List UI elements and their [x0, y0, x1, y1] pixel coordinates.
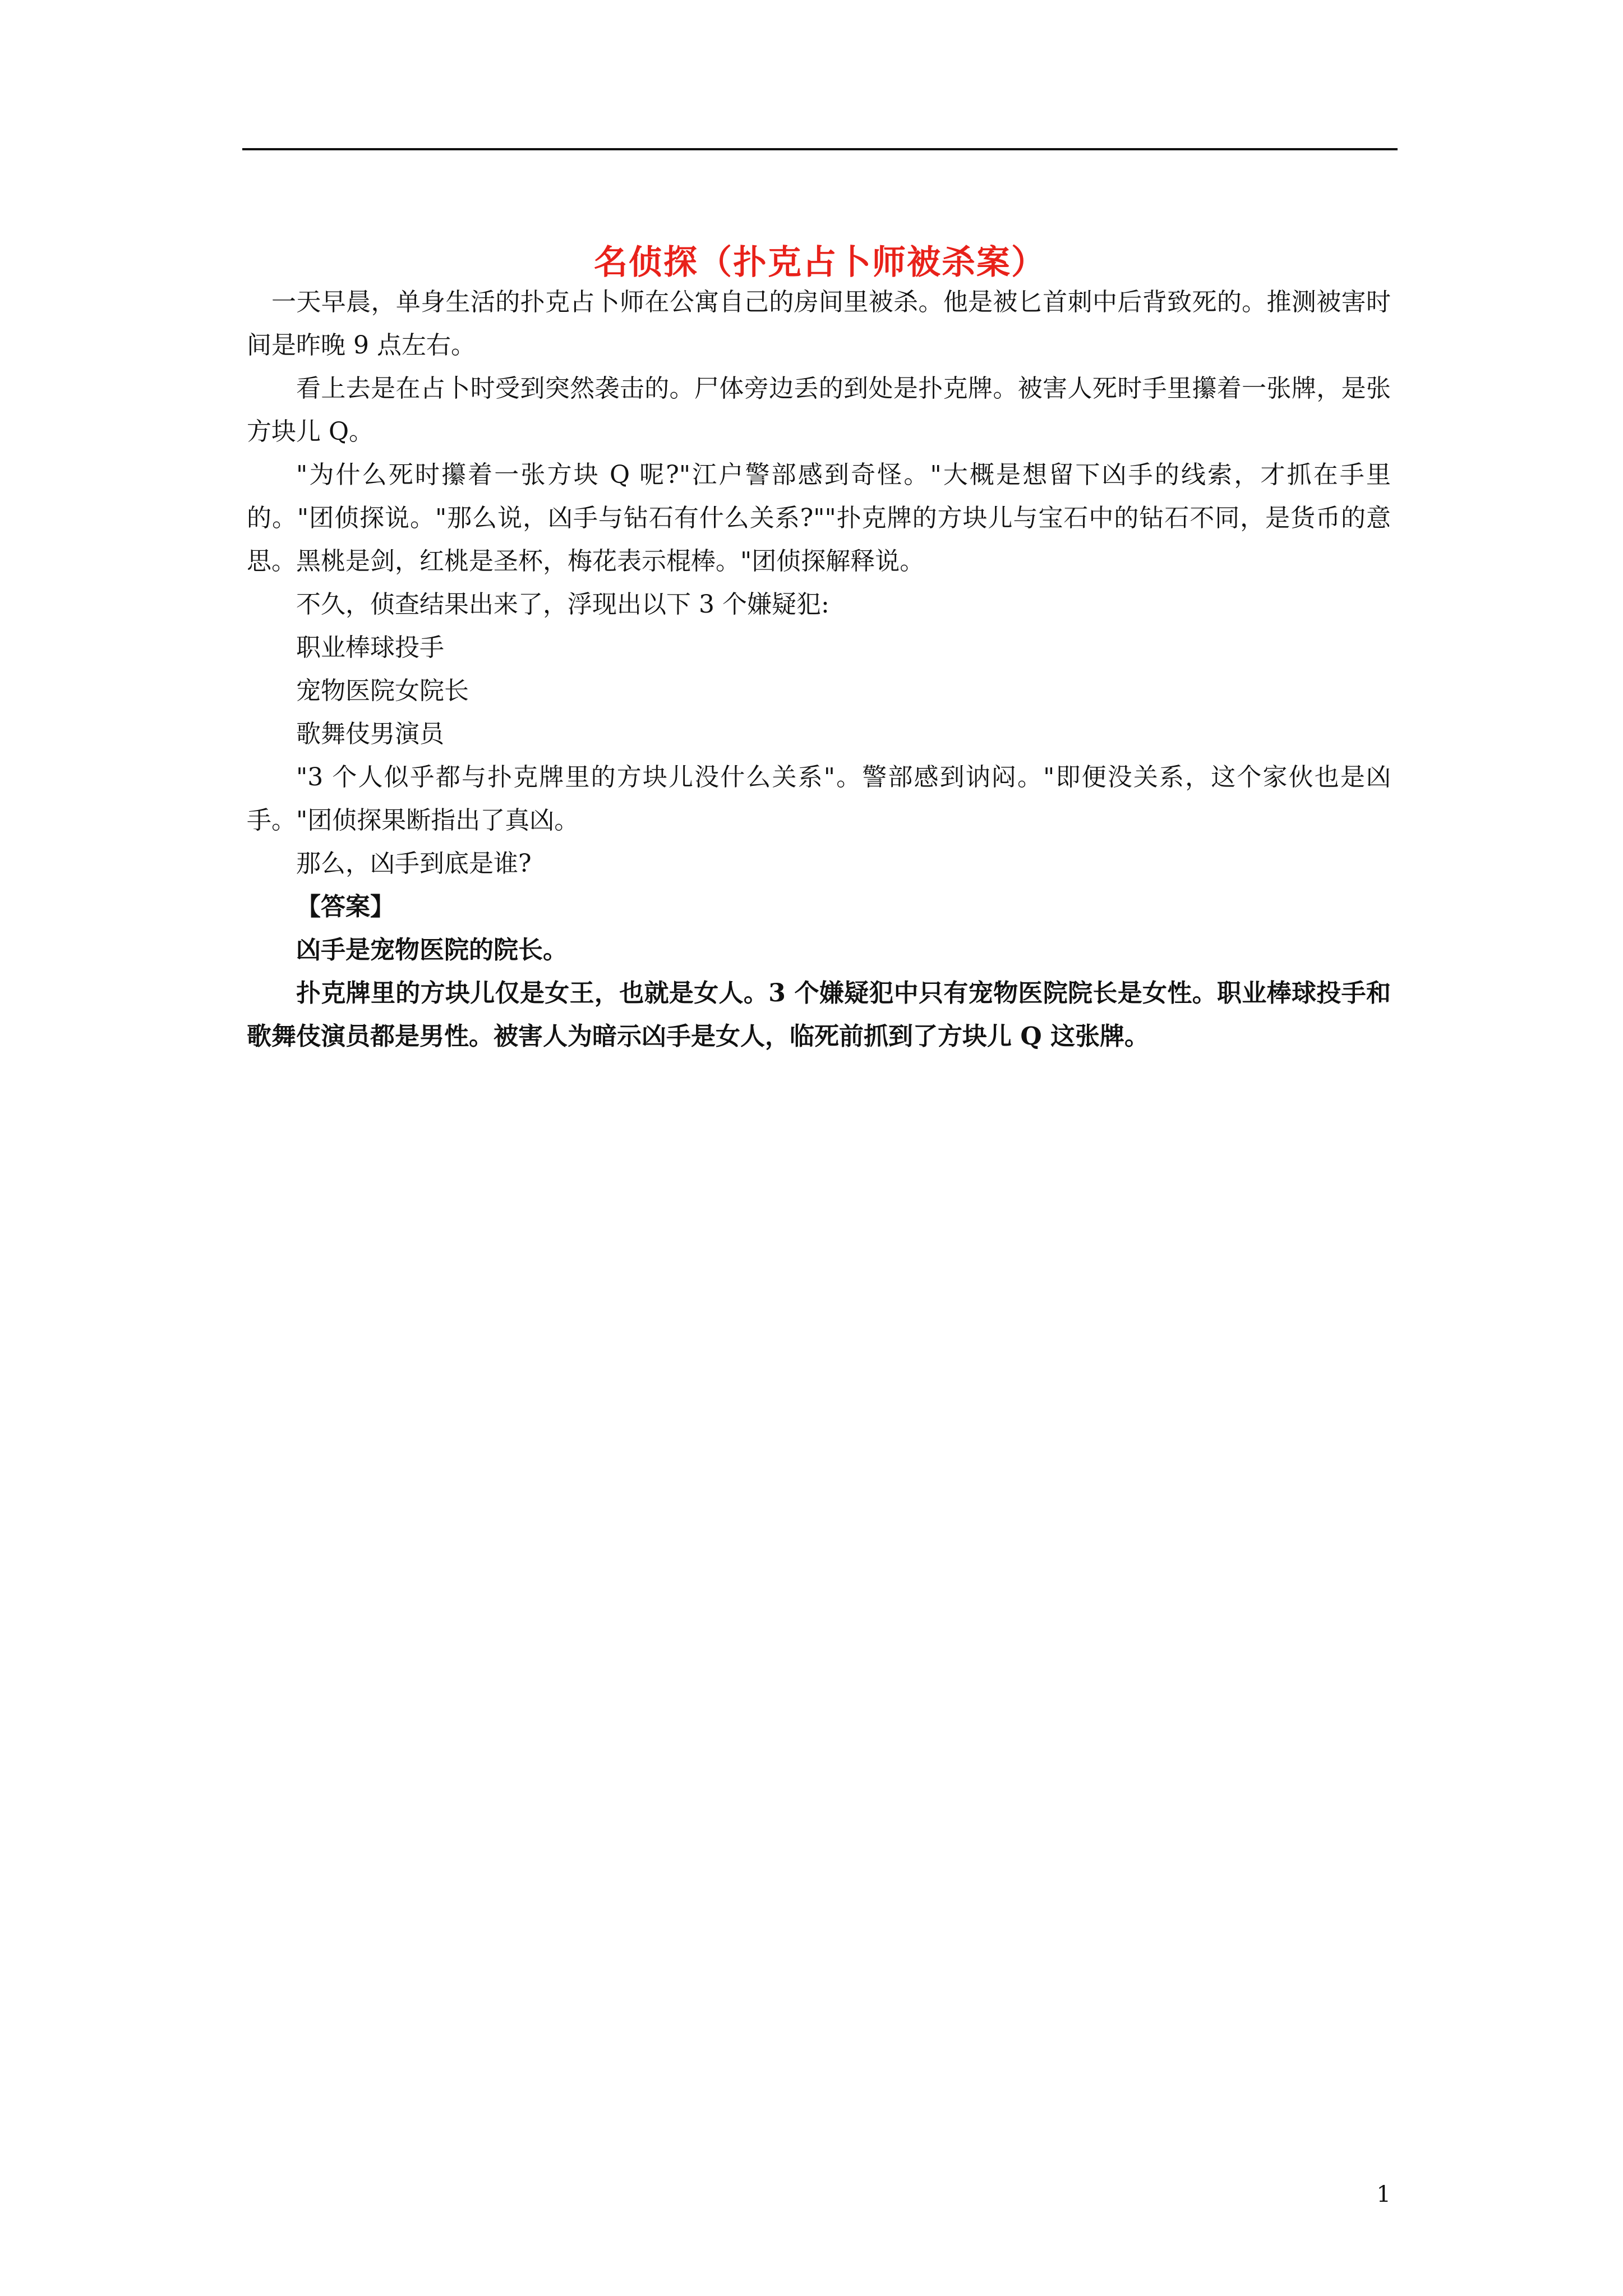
paragraph-question: 那么，凶手到底是谁? [296, 849, 532, 878]
suspect-item: 宠物医院女院长 [296, 677, 469, 705]
header-rule [242, 148, 1398, 150]
paragraph-intro: 一天早晨，单身生活的扑克占卜师在公寓自己的房间里被杀。他是被匕首刺中后背致死的。推测被害时间是昨晚 9 点左右。 [247, 288, 1391, 360]
page-title: 名侦探（扑克占卜师被杀案） [594, 243, 1046, 283]
answer-explanation: 扑克牌里的方块儿仅是女王，也就是女人。3 个嫌疑犯中只有宠物医院院长是女性。职业棒球投手和歌舞伎演员都是男性。被害人为暗示凶手是女人，临死前抓到了方块儿 Q 这张牌。 [247, 979, 1391, 1051]
paragraph-dialogue: "为什么死时攥着一张方块 Q 呢?"江户警部感到奇怪。"大概是想留下凶手的线索，才抓在手里的。"团侦探说。"那么说，凶手与钻石有什么关系?""扑克牌的方块儿与宝石中的钻石不同，是货币的意思。黑桃是剑，红桃是圣杯，梅花表示棍棒。"团侦探解释说。 [247, 461, 1391, 576]
suspect-item: 歌舞伎男演员 [296, 720, 444, 748]
answer-text: 凶手是宠物医院的院长。 [296, 936, 568, 964]
paragraph-deduction: "3 个人似乎都与扑克牌里的方块儿没什么关系"。警部感到讷闷。"即便没关系，这个家伙也是凶手。"团侦探果断指出了真凶。 [247, 763, 1391, 835]
paragraph-scene: 看上去是在占卜时受到突然袭击的。尸体旁边丢的到处是扑克牌。被害人死时手里攥着一张牌，是张方块儿 Q。 [247, 374, 1391, 446]
document-body [247, 280, 1391, 1058]
page-number: 1 [1376, 2182, 1391, 2207]
answer-heading: 【答案】 [296, 892, 395, 921]
paragraph-suspects-intro: 不久，侦查结果出来了，浮现出以下 3 个嫌疑犯: [296, 590, 829, 619]
suspect-item: 职业棒球投手 [296, 633, 444, 662]
